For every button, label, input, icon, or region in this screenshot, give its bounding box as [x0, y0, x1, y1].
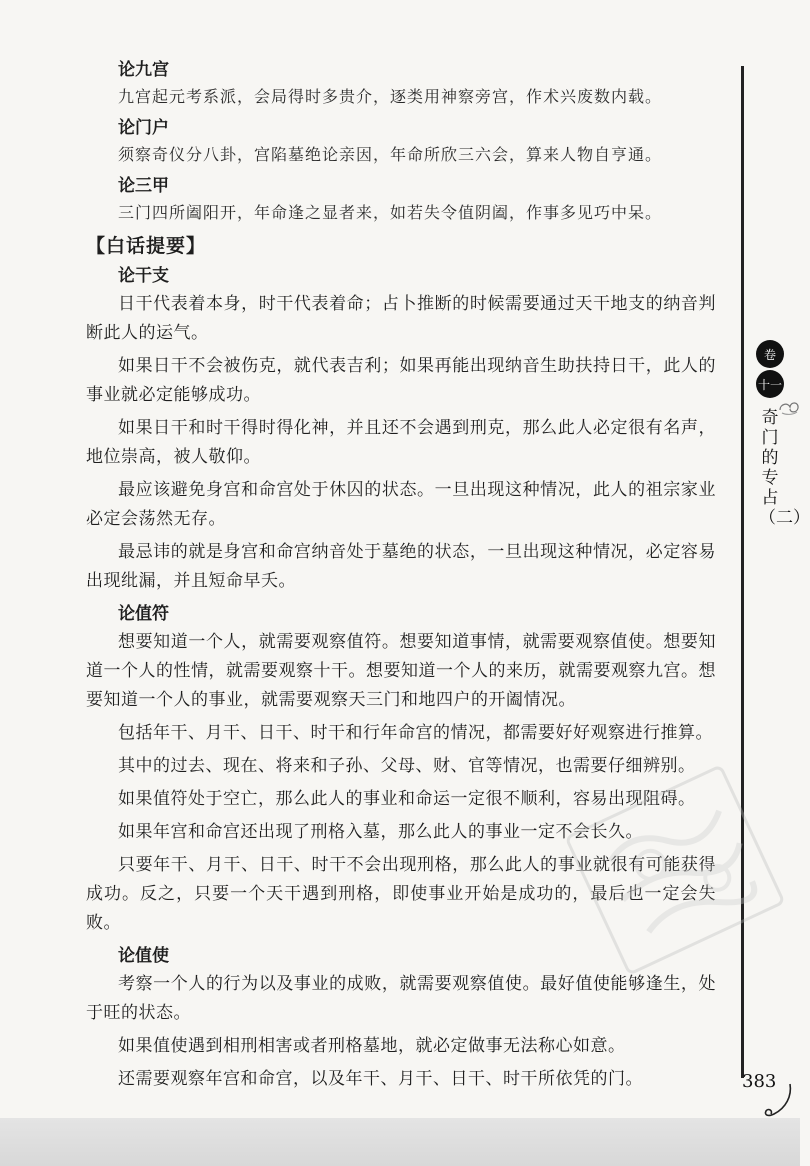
- paragraph: 还需要观察年宫和命宫，以及年干、月干、日干、时干所依凭的门。: [118, 1069, 643, 1089]
- paragraph: 如果日干和时干得时得化神，并且还不会遇到刑克，那么此人必定很有名声，地位崇高，被人敬仰。: [86, 418, 716, 467]
- section-jiu-gong: [86, 56, 716, 110]
- section-men-hu: [86, 114, 716, 168]
- section-title: 论门户: [118, 118, 169, 138]
- main-heading: 【白话提要】: [86, 235, 207, 257]
- paragraph: 如果值符处于空亡，那么此人的事业和命运一定很不顺利，容易出现阻碍。: [118, 789, 696, 809]
- chapter-tab: [752, 340, 810, 528]
- scan-bottom-edge: [0, 1118, 800, 1166]
- seal-watermark-icon: [560, 755, 790, 985]
- verse-text: 须察奇仪分八卦，宫陷墓绝论亲因，年命所欣三六会，算来人物自亨通。: [118, 145, 663, 164]
- page-number: 383: [742, 1071, 777, 1092]
- subsection-title: 论值符: [118, 604, 169, 624]
- paragraph: 如果值使遇到相刑相害或者刑格墓地，就必定做事无法称心如意。: [118, 1036, 626, 1056]
- section-san-jia: [86, 172, 716, 226]
- cloud-ornament-icon: [778, 398, 800, 416]
- paragraph: 包括年干、月干、日干、时干和行年命宫的情况，都需要好好观察进行推算。: [118, 723, 713, 743]
- paragraph: 如果日干不会被伤克，就代表吉利；如果再能出现纳音生助扶持日干，此人的事业就必定能够成功。: [86, 356, 716, 405]
- verse-text: 九宫起元考系派，会局得时多贵介，逐类用神察旁宫，作术兴废数内载。: [118, 87, 663, 106]
- subsection-title: 论干支: [118, 266, 169, 286]
- paragraph: 如果年宫和命宫还出现了刑格入墓，那么此人的事业一定不会长久。: [118, 822, 643, 842]
- section-title: 论三甲: [118, 176, 169, 196]
- volume-number-badge: 十一: [756, 370, 784, 398]
- paragraph: 最忌讳的就是身宫和命宫纳音处于墓绝的状态，一旦出现这种情况，必定容易出现纰漏，并且短命早夭。: [86, 542, 716, 591]
- verse-text: 三门四所阖阳开，年命逢之显者来，如若失令值阴阖，作事多见巧中呆。: [118, 203, 663, 222]
- paragraph: 其中的过去、现在、将来和子孙、父母、财、官等情况，也需要仔细辨别。: [118, 756, 696, 776]
- paragraph: 想要知道一个人，就需要观察值符。想要知道事情，就需要观察值使。想要知道一个人的性情，就需要观察十干。想要知道一个人的来历，就需要观察九宫。想要知道一个人的事业，就需要观察天三门和地四户的开阖情况。: [86, 632, 716, 710]
- volume-badge: 卷: [756, 340, 784, 368]
- chapter-title: 奇门的专占（二）: [759, 408, 810, 528]
- paragraph: 只要年干、月干、日干、时干不会出现刑格，那么此人的事业就很有可能获得成功。反之，只要一个天干遇到刑格，即使事业开始是成功的，最后也一定会失败。: [86, 855, 716, 933]
- subsection-title: 论值使: [118, 946, 169, 966]
- paragraph: 最应该避免身宫和命宫处于休囚的状态。一旦出现这种情况，此人的祖宗家业必定会荡然无存。: [86, 480, 716, 529]
- section-title: 论九宫: [118, 60, 169, 80]
- section-gan-zhi: [86, 262, 716, 596]
- paragraph: 考察一个人的行为以及事业的成败，就需要观察值使。最好值使能够逢生，处于旺的状态。: [86, 974, 716, 1023]
- paragraph: 日干代表着本身，时干代表着命；占卜推断的时候需要通过天干地支的纳音判断此人的运气。: [86, 294, 716, 343]
- page-number-flourish-icon: [760, 1082, 794, 1122]
